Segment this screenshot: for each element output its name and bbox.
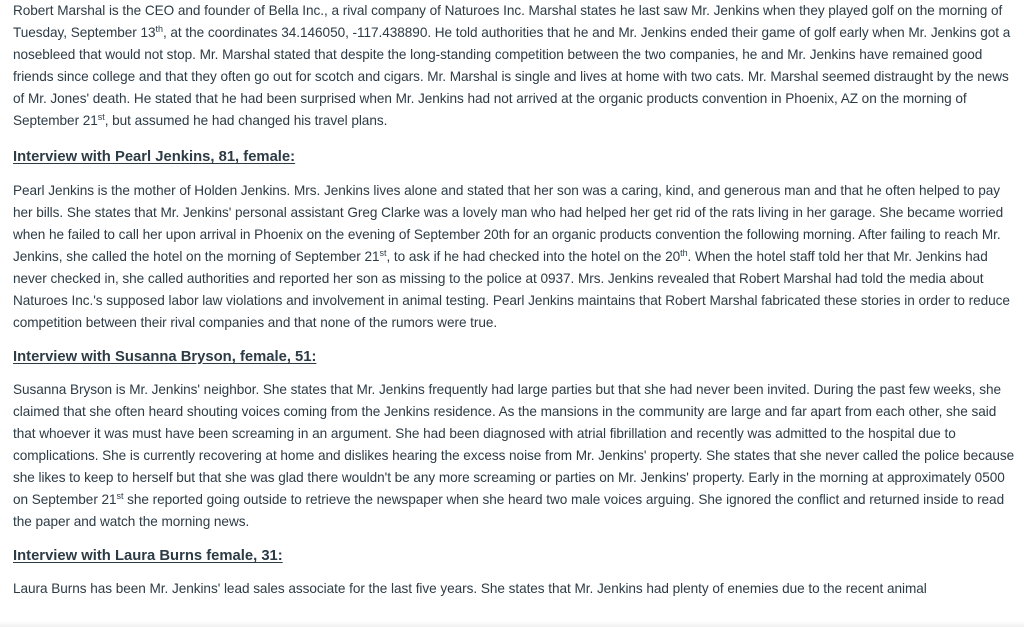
paragraph-text: , at the coordinates 34.146050, -117.438890. He told authorities that he and Mr. Jenkins ended their game of golf early when Mr. Jenkins got a nosebleed that would not stop. Mr. Marshal stated that despite the long-standing competition between the two companies, he and Mr. Jenkins have remained good friends since college and that they often go out for scotch and cigars. Mr. Marshal is single and lives at home with two cats. Mr. Marshal seemed distraught by the news of Mr. Jones' death. He stated that he had been surprised when Mr. Jenkins had not arrived at the organic products convention in Phoenix, AZ on the morning of September 21: [13, 25, 1011, 128]
paragraph-text: . When the hotel staff told her that Mr. Jenkins had never checked in, she called authorities and reported her son as missing to the police at 0937. Mrs. Jenkins revealed that Robert Marshal had told the media about Naturoes Inc.'s supposed labor law violations and involvement in animal testing. Pearl Jenkins maintains that Robert Marshal fabricated these stories in order to reduce competition between their rival companies and that none of the rumors were true.: [13, 249, 1010, 330]
paragraph-text: , to ask if he had checked into the hotel on the 20: [386, 249, 681, 264]
document-body: [13, 0, 1017, 600]
heading-interview-susanna-bryson: Interview with Susanna Bryson, female, 51:: [13, 349, 317, 365]
paragraph-laura-burns: [13, 578, 1017, 600]
paragraph-text: , but assumed he had changed his travel plans.: [104, 113, 388, 128]
superscript: st: [97, 112, 105, 122]
heading-interview-laura-burns: Interview with Laura Burns female, 31:: [13, 548, 283, 564]
paragraph-susanna-bryson: [13, 379, 1017, 533]
paragraph-text: she reported going outside to retrieve the newspaper when she heard two male voices arguing. She ignored the conflict and returned inside to read the paper and watch the morning news.: [13, 492, 1005, 529]
paragraph-text: Pearl Jenkins is the mother of Holden Jenkins. Mrs. Jenkins lives alone and stated that her son was a caring, kind, and generous man and that he often helped to pay her bills. She states that Mr. Jenkins' personal assistant Greg Clarke was a lovely man who had helped her get rid of the rats living in her garage. She became worried when he failed to call her upon arrival in Phoenix on the evening of September 20th for an organic products convention the following morning. After failing to reach Mr. Jenkins, she called the hotel on the morning of September 21: [13, 183, 1004, 264]
paragraph-text: Robert Marshal is the CEO and founder of Bella Inc., a rival company of Naturoes Inc. Marshal states he last saw Mr. Jenkins when they played golf on the morning of Tuesday, September 13: [13, 3, 1003, 40]
superscript: th: [680, 248, 688, 258]
superscript: st: [379, 248, 387, 258]
paragraph-robert-marshal: [13, 0, 1017, 132]
superscript: th: [155, 24, 163, 34]
paragraph-text: Susanna Bryson is Mr. Jenkins' neighbor. She states that Mr. Jenkins frequently had large parties but that she had never been invited. During the past few weeks, she claimed that she often heard shouting voices coming from the Jenkins residence. As the mansions in the community are large and far apart from each other, she said that whoever it was must have been screaming in an argument. She had been diagnosed with atrial fibrillation and recently was admitted to the hospital due to complications. She is currently recovering at home and dislikes hearing the excess noise from Mr. Jenkins' property. She states that she never called the police because she likes to keep to herself but that she was glad there wouldn't be any more screaming or parties on Mr. Jenkins' property. Early in the morning at approximately 0500 on September 21: [13, 382, 1015, 507]
bottom-fade: [0, 621, 1024, 627]
superscript: st: [116, 491, 124, 501]
paragraph-pearl-jenkins: [13, 180, 1017, 334]
paragraph-text: Laura Burns has been Mr. Jenkins' lead sales associate for the last five years. She states that Mr. Jenkins had plenty of enemies due to the recent animal: [13, 581, 927, 596]
heading-interview-pearl-jenkins: Interview with Pearl Jenkins, 81, female:: [13, 149, 296, 165]
